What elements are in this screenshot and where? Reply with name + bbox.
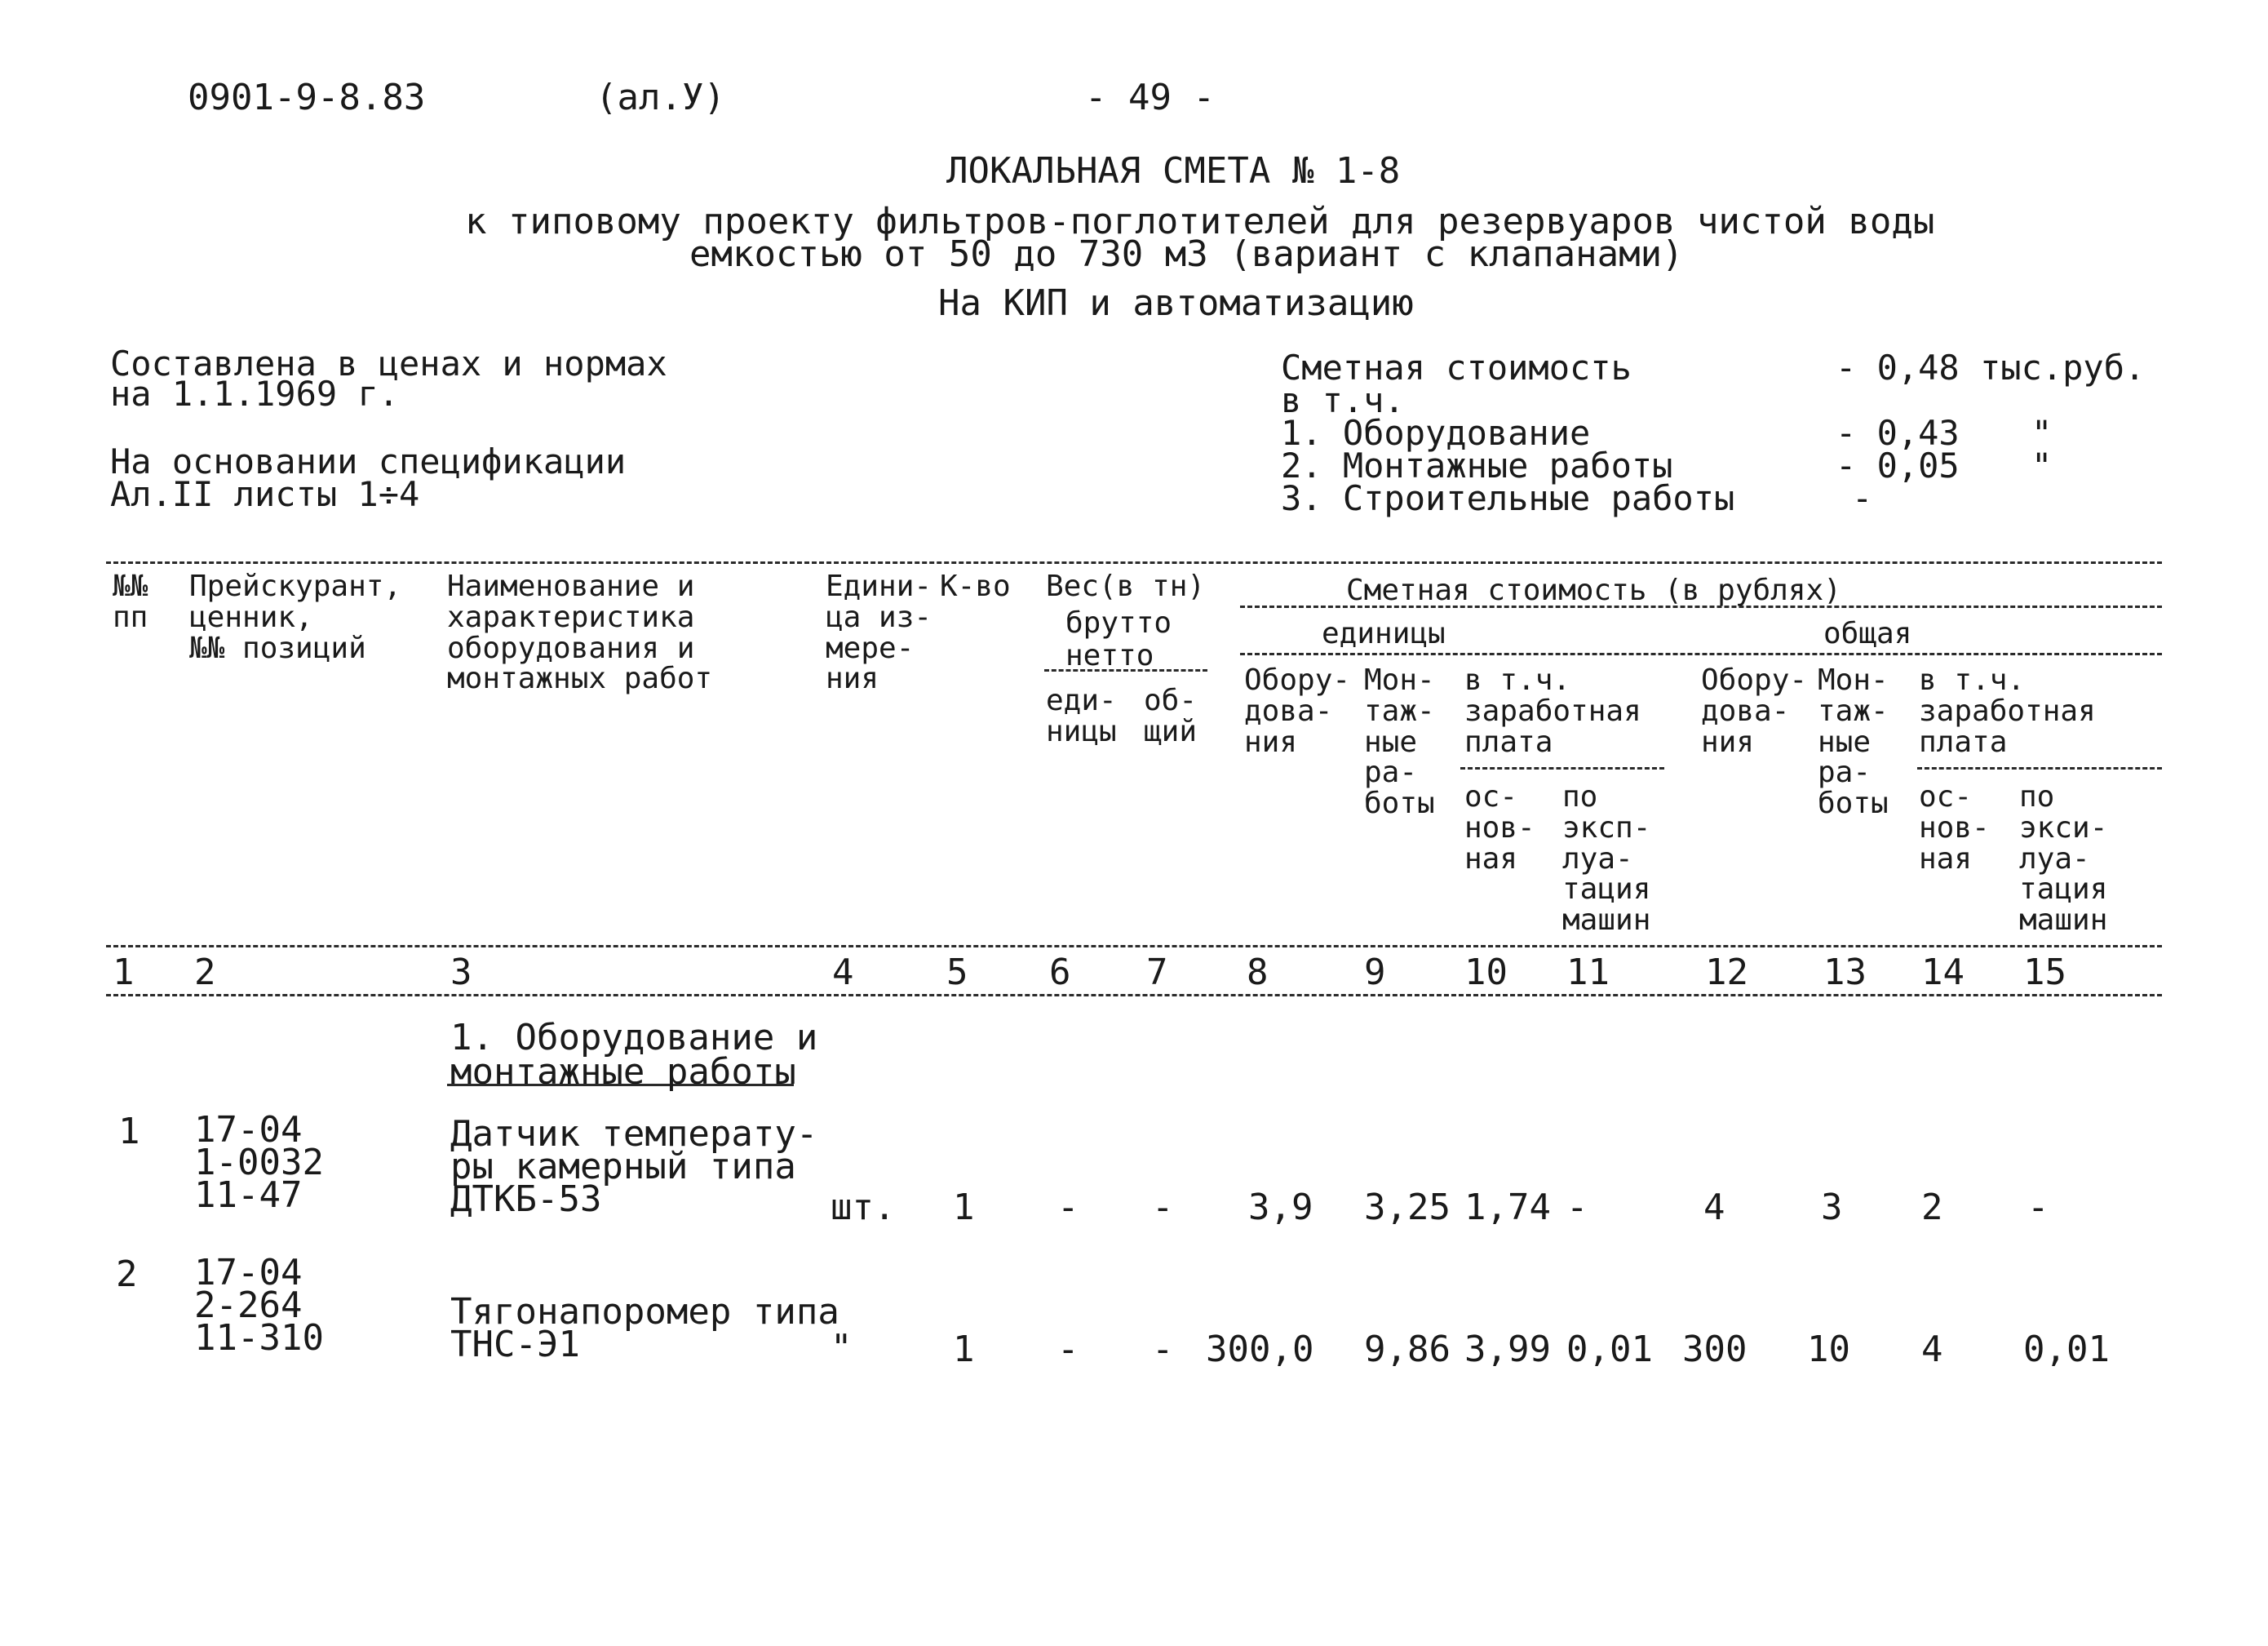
cost-item-label: 1. Оборудование (1281, 413, 1591, 453)
colnum-top-rule (106, 945, 2162, 947)
table-row-unit-wage: 1,74 (1464, 1187, 1551, 1228)
section-heading-line1: 1. Оборудование и (450, 1017, 818, 1058)
header-col-6: еди- ницы (1046, 684, 1117, 748)
table-row-unit-wage: 3,99 (1464, 1329, 1551, 1370)
cost-item-label: 2. Монтажные работы (1281, 446, 1673, 486)
table-row-total-equipment: 300 (1682, 1329, 1748, 1370)
cost-incl: в т.ч. (1281, 380, 1405, 420)
col-number: 7 (1146, 952, 1168, 993)
table-row-total-wage: 4 (1921, 1329, 1943, 1370)
header-col-15: по экси- луа- тация машин (2019, 780, 2108, 938)
col-number: 15 (2023, 952, 2066, 993)
page-number: - 49 - (1085, 77, 1215, 118)
prices-date: на 1.1.1969 г. (110, 374, 400, 414)
col-number: 6 (1049, 952, 1071, 993)
header-col-7: об- щий (1144, 684, 1198, 748)
header-weight: Вес(в тн) (1046, 570, 1206, 603)
header-col-14: ос- нов- ная (1919, 780, 1990, 876)
col-number: 9 (1364, 952, 1386, 993)
table-row-total-machines: 0,01 (2023, 1329, 2110, 1370)
table-row-total-wage: 2 (1921, 1187, 1943, 1228)
col-number: 10 (1464, 952, 1508, 993)
table-row-unit-equipment: 3,9 (1248, 1187, 1313, 1228)
cost-label: Сметная стоимость (1281, 348, 1632, 388)
table-row-unit-machines: 0,01 (1566, 1329, 1653, 1370)
header-col-9: Мон- таж- ные ра- боты (1364, 663, 1435, 821)
wage-split-rule-2 (1917, 767, 2162, 770)
header-total-group: общая (1823, 617, 1912, 650)
header-brutto: брутто (1065, 606, 1172, 640)
col-number: 11 (1566, 952, 1610, 993)
table-row-qty: 1 (953, 1329, 975, 1370)
col-number: 14 (1921, 952, 1965, 993)
header-col-3: Наименование и характеристика оборудования и монтажных работ (447, 570, 713, 696)
table-row-weight-total: - (1152, 1329, 1174, 1370)
album-number: (ал.У) (596, 77, 725, 118)
header-col-11: по эксп- луа- тация машин (1562, 780, 1651, 938)
col-number: 2 (194, 952, 216, 993)
estimate-subtitle-2: емкостью от 50 до 730 м3 (вариант с клапанами) (689, 233, 1684, 275)
table-row-unit: " (831, 1327, 853, 1369)
table-row-weight-unit: - (1057, 1329, 1079, 1370)
estimate-subtitle-1: к типовому проекту фильтров-поглотителей для резервуаров чистой воды (465, 201, 1935, 242)
table-top-rule (106, 561, 2162, 564)
header-unit-group: единицы (1322, 617, 1446, 650)
header-netto: нетто (1065, 639, 1154, 672)
cost-item-label: 3. Строительные работы (1281, 478, 1735, 518)
cost-item-unit: " (2031, 413, 2053, 453)
prices-basis: Составлена в ценах и нормах (110, 344, 667, 384)
header-col-10: ос- нов- ная (1464, 780, 1535, 876)
wage-split-rule (1460, 767, 1664, 770)
col-number: 13 (1823, 952, 1867, 993)
cost-total: - 0,48 тыс.руб. (1836, 348, 2146, 388)
col-number: 5 (946, 952, 968, 993)
spec-basis: На основании спецификации (110, 441, 627, 481)
header-col-4: Едини- ца из- мере- ния (826, 570, 932, 696)
section-heading-line2: монтажные работы (450, 1051, 796, 1093)
col-number: 8 (1247, 952, 1269, 993)
table-row-price-ref: 17-04 2-264 11-310 (194, 1252, 324, 1359)
table-row-total-equipment: 4 (1703, 1187, 1725, 1228)
header-col-13: Мон- таж- ные ра- боты (1818, 663, 1889, 821)
col-number: 1 (113, 952, 135, 993)
col-number: 3 (450, 952, 472, 993)
cost-item-value: - (1852, 478, 1873, 518)
estimate-subtitle-3: На КИП и автоматизацию (938, 282, 1414, 324)
header-wage-2: в т.ч. заработная плата (1919, 663, 2096, 759)
table-row-total-machines: - (2027, 1187, 2049, 1228)
table-row-price-ref: 17-04 1-0032 11-47 (194, 1109, 324, 1216)
header-col-1: №№ пп (113, 570, 148, 634)
document-code: 0901-9-8.83 (188, 77, 426, 118)
header-cost: Сметная стоимость (в рублях) (1346, 574, 1841, 607)
table-row-total-mounting: 10 (1807, 1329, 1850, 1370)
cost-item-value: - 0,05 (1836, 446, 1960, 486)
table-row-unit-mounting: 9,86 (1364, 1329, 1451, 1370)
table-row-number: 1 (118, 1111, 140, 1152)
cost-item-unit: " (2031, 446, 2053, 486)
table-row-unit-machines: - (1566, 1187, 1588, 1228)
table-row-weight-unit: - (1057, 1187, 1079, 1228)
table-row-total-mounting: 3 (1821, 1187, 1843, 1228)
table-row-qty: 1 (953, 1187, 975, 1228)
header-col-2: Прейскурант, ценник, №№ позиций (189, 570, 402, 665)
unit-total-rule (1240, 653, 2162, 655)
header-col-5: К-во (940, 570, 1011, 603)
table-row-unit: шт. (831, 1187, 896, 1228)
table-row-weight-total: - (1152, 1187, 1174, 1228)
estimate-title: ЛОКАЛЬНАЯ СМЕТА № 1-8 (946, 150, 1401, 192)
cost-item-value: - 0,43 (1836, 413, 1960, 453)
col-number: 4 (832, 952, 854, 993)
table-row-unit-mounting: 3,25 (1364, 1187, 1451, 1228)
table-row-name: Тягонапоромер типа ТНС-Э1 (450, 1291, 839, 1365)
header-col-8: Обору- дова- ния (1244, 663, 1351, 759)
colnum-bottom-rule (106, 994, 2162, 996)
header-wage: в т.ч. заработная плата (1464, 663, 1641, 759)
header-col-12: Обору- дова- ния (1701, 663, 1808, 759)
table-row-unit-equipment: 300,0 (1206, 1329, 1314, 1370)
col-number: 12 (1705, 952, 1748, 993)
spec-sheets: Ал.II листы 1÷4 (110, 474, 420, 514)
table-row-number: 2 (116, 1253, 138, 1295)
table-row-name: Датчик температу- ры камерный типа ДТКБ-53 (450, 1113, 818, 1220)
